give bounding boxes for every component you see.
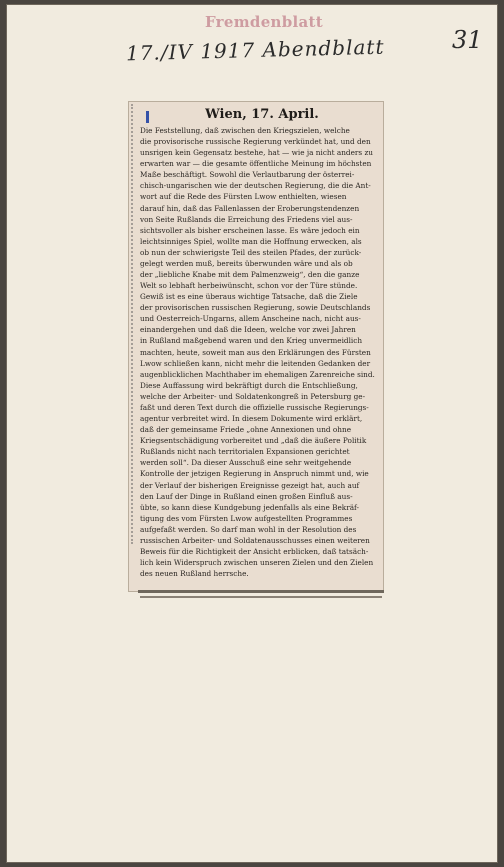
- article-line: der provisorischen russischen Regierung, sowie Deutschlands: [140, 303, 371, 313]
- article-line: ob nun der schwierigste Teil des steilen Pfades, der zurück-: [140, 247, 362, 257]
- article-line: Rußlands nicht nach territorialen Expansionen gerichtet: [140, 447, 350, 457]
- clipping-bottom-rule: [138, 590, 384, 593]
- article-line: gelegt werden muß, bereits überwunden wäre und als ob: [140, 258, 353, 268]
- article-line: Die Feststellung, daß zwischen den Kriegszielen, welche: [140, 126, 350, 135]
- article-line: augenblicklichen Machthaber im ehemaligen Zarenreiche sind.: [140, 369, 375, 379]
- article-line: die provisorische russische Regierung verkündet hat, und den: [140, 137, 371, 147]
- article-line: tigung des vom Fürsten Lwow aufgestellten Programmes: [140, 513, 353, 523]
- article-line: in Rußland maßgebend waren und den Krieg unvermeidlich: [140, 336, 363, 346]
- article-line: wort auf die Rede des Fürsten Lwow enthielten, wiesen: [140, 192, 347, 202]
- article-headline: Wien, 17. April.: [205, 107, 319, 122]
- article-line: Welt so lebhaft herbeiwünscht, schon vor der Türe stünde.: [140, 281, 358, 291]
- article-line: des neuen Rußland herrsche.: [140, 569, 249, 579]
- article-line: Kontrolle der jetzigen Regierung in Anspruch nimmt und, wie: [140, 469, 369, 479]
- article-line: agentur verbreitet wird. In diesem Dokumente wird erklärt,: [140, 414, 363, 424]
- article-line: der „liebliche Knabe mit dem Palmenzweig“, den die ganze: [140, 270, 360, 280]
- article-line: unsrigen kein Gegensatz bestehe, hat — wie ja nicht anders zu: [140, 148, 374, 158]
- article-line: Lwow schließen kann, nicht mehr die leitenden Gedanken der: [140, 358, 371, 368]
- clipping-bottom-rule-2: [140, 596, 382, 598]
- article-line: Gewiß ist es eine überaus wichtige Tatsache, daß die Ziele: [140, 292, 358, 302]
- article-body: [140, 125, 376, 579]
- article-line: sichtsvoller als bisher erscheinen lasse. Es wäre jedoch ein: [140, 225, 360, 235]
- article-line: erwarten war — die gesamte öffentliche Meinung im höchsten: [140, 159, 372, 169]
- article-line: russischen Arbeiter- und Soldatenausschusses einen weiteren: [140, 535, 370, 545]
- article-line: chisch-ungarischen wie der deutschen Regierung, die die Ant-: [140, 181, 371, 191]
- handwritten-page-number: 31: [452, 26, 483, 54]
- article-line: faßt und deren Text durch die offizielle russische Regierungs-: [140, 402, 369, 412]
- article-line: welche der Arbeiter- und Soldatenkongreß in Petersburg ge-: [140, 391, 366, 401]
- article-line: leichtsinniges Spiel, wollte man die Hoffnung erwecken, als: [140, 236, 362, 246]
- article-line: Maße beschäftigt. Sowohl die Verlautbarung der österrei-: [140, 170, 355, 180]
- article-line: einandergehen und daß die Ideen, welche vor zwei Jahren: [140, 325, 356, 335]
- handwritten-date-note: 17./IV 1917 Abendblatt: [125, 34, 385, 66]
- newspaper-stamp: Fremdenblatt: [205, 13, 324, 31]
- article-line: übte, so kann diese Kundgebung jedenfalls als eine Bekräf-: [140, 502, 359, 512]
- article-line: aufgefaßt werden. So darf man wohl in der Resolution des: [140, 524, 357, 534]
- article-line: Diese Auffassung wird bekräftigt durch die Entschließung,: [140, 380, 358, 390]
- article-line: von Seite Rußlands die Erreichung des Friedens viel aus-: [140, 214, 353, 224]
- article-line: lich kein Widerspruch zwischen unseren Zielen und den Zielen: [140, 558, 374, 568]
- article-line: Beweis für die Richtigkeit der Ansicht erblicken, daß tatsäch-: [140, 546, 369, 556]
- article-line: werden soll“. Da dieser Ausschuß eine sehr weitgehende: [140, 458, 352, 468]
- article-line: daß der gemeinsame Friede „ohne Annexionen und ohne: [140, 425, 352, 435]
- article-line: und Oesterreich-Ungarns, allem Anscheine nach, nicht aus-: [140, 314, 361, 324]
- article-line: der Verlauf der bisherigen Ereignisse gezeigt hat, auch auf: [140, 480, 360, 490]
- article-line: machten, heute, soweit man aus den Erklärungen des Fürsten: [140, 347, 371, 357]
- article-line: den Lauf der Dinge in Rußland einen großen Einfluß aus-: [140, 491, 353, 501]
- article-line: darauf hin, daß das Fallenlassen der Eroberungstendenzen: [140, 203, 360, 213]
- article-line: Kriegsentschädigung vorbereitet und „daß die äußere Politik: [140, 436, 367, 446]
